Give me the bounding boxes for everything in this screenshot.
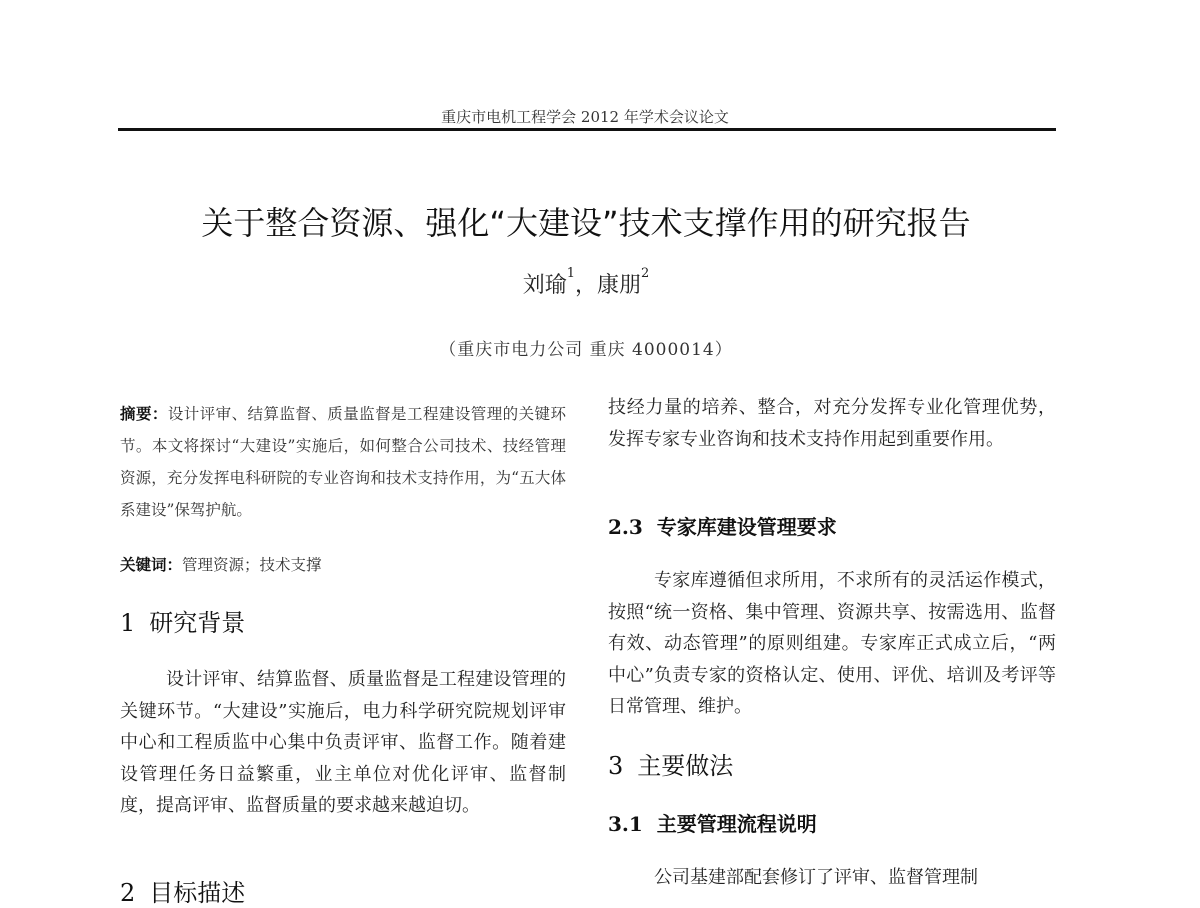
author-affil-mark: 2 — [641, 266, 650, 281]
subsection-number: 2.3 — [608, 515, 643, 539]
abstract-label: 摘要： — [120, 404, 168, 423]
abstract-text: 设计评审、结算监督、质量监督是工程建设管理的关键环节。本文将探讨“大建设”实施后，如何整合公司技术、技经管理资源，充分发挥电科研院的专业咨询和技术支持作用，为“五大体系建设”保驾护航。 — [120, 405, 566, 519]
conference-header: 重庆市电机工程学会 2012 年学术会议论文 — [441, 108, 729, 126]
section-title: 主要做法 — [637, 752, 734, 780]
paragraph: 公司基建部配套修订了评审、监督管理制 — [654, 867, 978, 888]
section-number: 3 — [608, 752, 624, 780]
paragraph: 专家库遵循但求所用，不求所有的灵活运作模式，按照“统一资格、集中管理、资源共享、按需选用、监督有效、动态管理”的原则组建。专家库正式成立后，“两中心”负责专家的资格认定、使用、评优、培训及考评等日常管理、维护。 — [608, 570, 1056, 718]
author-name: 刘瑜 — [522, 273, 567, 298]
abstract — [120, 398, 566, 526]
section-heading — [120, 603, 566, 638]
paragraph: 技经力量的培养、整合，对充分发挥专业化管理优势，发挥专家专业咨询和技术支持作用起到重要作用。 — [608, 397, 1056, 450]
subsection-title: 专家库建设管理要求 — [656, 515, 837, 539]
keywords-text: 管理资源；技术支撑 — [182, 556, 322, 574]
subsection-heading — [608, 808, 1056, 837]
subsection-heading — [608, 511, 1056, 540]
header-rule — [118, 128, 1056, 131]
affiliation: （重庆市电力公司 重庆 4000014） — [439, 340, 733, 360]
author-name: 康朋 — [597, 273, 642, 298]
section-title: 目标描述 — [149, 879, 246, 907]
section-heading — [608, 746, 1056, 781]
author-affil-mark: 1 — [566, 266, 575, 281]
subsection-title: 主要管理流程说明 — [656, 812, 817, 836]
keywords-label: 关键词： — [120, 555, 183, 574]
section-heading — [120, 873, 566, 908]
paragraph: 设计评审、结算监督、质量监督是工程建设管理的关键环节。“大建设”实施后，电力科学研究院规划评审中心和工程质监中心集中负责评审、监督工作。随着建设管理任务日益繁重，业主单位对优化评审、监督制度，提高评审、监督质量的要求越来越迫切。 — [120, 669, 566, 817]
subsection-number: 3.1 — [608, 812, 643, 836]
keywords — [120, 553, 566, 575]
section-number: 1 — [120, 609, 136, 637]
paper-title: 关于整合资源、强化“大建设”技术支撑作用的研究报告 — [201, 204, 971, 242]
section-number: 2 — [120, 879, 136, 907]
author-separator: ， — [574, 273, 597, 298]
authors — [0, 268, 1172, 299]
section-title: 研究背景 — [149, 609, 246, 637]
